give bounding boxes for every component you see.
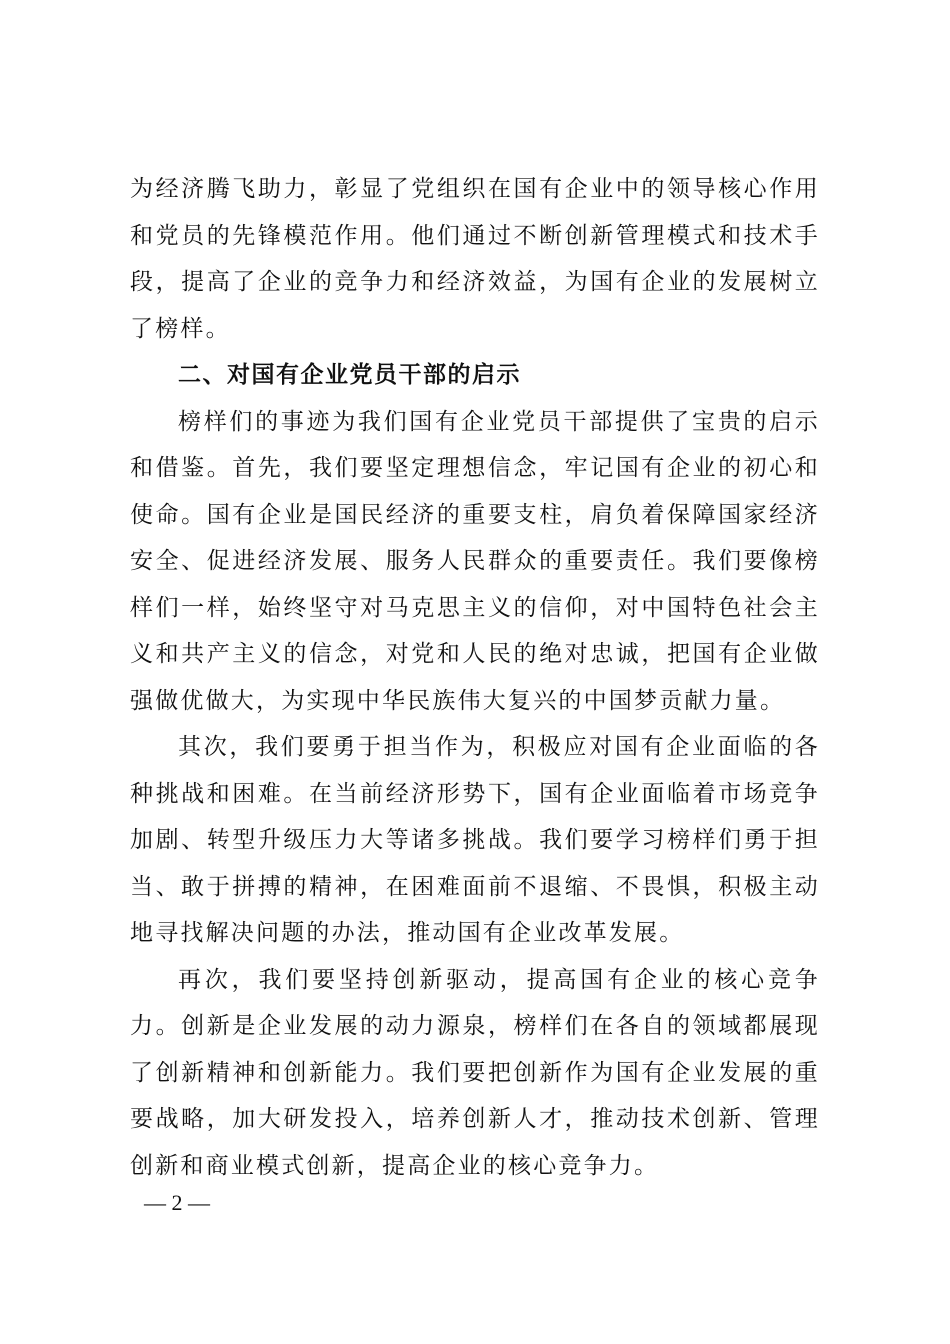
paragraph-third-point: 再次，我们要坚持创新驱动，提高国有企业的核心竞争力。创新是企业发展的动力源泉，榜样们在各自的领域都展现了创新精神和创新能力。我们要把创新作为国有企业发展的重要战略，加大研发投入，培养创新人才，推动技术创新、管理创新和商业模式创新，提高企业的核心竞争力。 [130, 966, 820, 1179]
section-heading: 二、对国有企业党员干部的启示 [178, 362, 521, 388]
paragraph-first-point: 榜样们的事迹为我们国有企业党员干部提供了宝贵的启示和借鉴。首先，我们要坚定理想信念，牢记国有企业的初心和使命。国有企业是国民经济的重要支柱，肩负着保障国家经济安全、促进经济发展、服务人民群众的重要责任。我们要像榜样们一样，始终坚守对马克思主义的信仰，对中国特色社会主义和共产主义的信念，对党和人民的绝对忠诚，把国有企业做强做优做大，为实现中华民族伟大复兴的中国梦贡献力量。 [130, 408, 820, 714]
paragraph-second-point: 其次，我们要勇于担当作为，积极应对国有企业面临的各种挑战和困难。在当前经济形势下，国有企业面临着市场竞争加剧、转型升级压力大等诸多挑战。我们要学习榜样们勇于担当、敢于拼搏的精神，在困难面前不退缩、不畏惧，积极主动地寻找解决问题的办法，推动国有企业改革发展。 [130, 734, 820, 946]
page-number: — 2 — [144, 1190, 210, 1215]
paragraph-continuation: 为经济腾飞助力，彰显了党组织在国有企业中的领导核心作用和党员的先锋模范作用。他们通过不断创新管理模式和技术手段，提高了企业的竞争力和经济效益，为国有企业的发展树立了榜样。 [130, 176, 820, 342]
document-body [130, 166, 820, 1189]
